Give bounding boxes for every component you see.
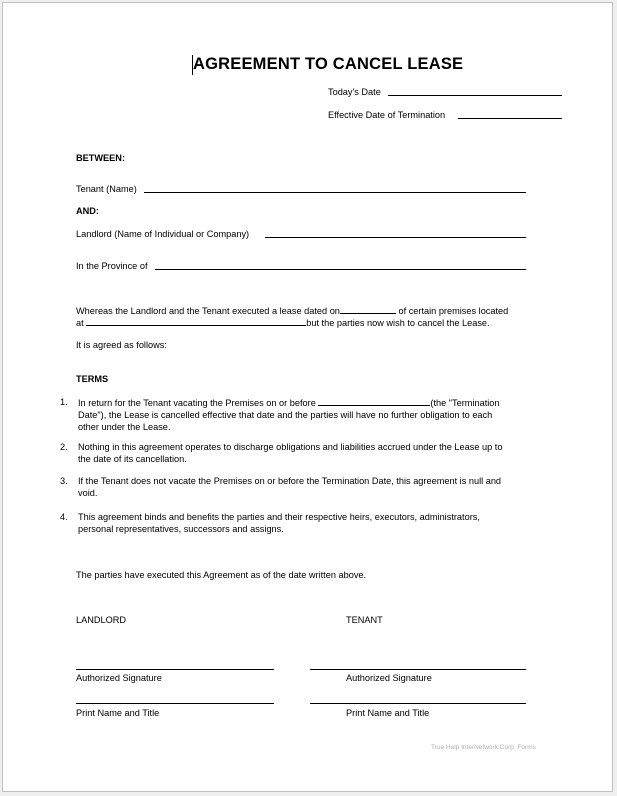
term-4-line-1: This agreement binds and benefits the parties and their respective heirs, executors, administrators, [78,512,480,522]
landlord-print-name-field[interactable] [76,703,274,704]
term-4-line-2: personal representatives, successors and assigns. [78,524,284,534]
whereas-text-2b: but the parties now wish to cancel the Lease. [306,318,490,328]
term-2-line-1: Nothing in this agreement operates to discharge obligations and liabilities accrued under the Lease up to [78,442,503,452]
executed-text: The parties have executed this Agreement as of the date written above. [76,570,367,580]
landlord-signature-label: Authorized Signature [76,673,162,683]
term-3 [78,475,548,499]
whereas-text-1a: Whereas the Landlord and the Tenant executed a lease dated on [76,306,340,316]
landlord-print-name-label: Print Name and Title [76,708,160,718]
tenant-print-name-field[interactable] [310,703,526,704]
lease-date-field[interactable] [340,304,396,314]
term-1-line-3: other under the Lease. [78,422,171,432]
term-2 [78,441,548,465]
tenant-print-name-label: Print Name and Title [346,708,430,718]
term-1-number: 1. [60,397,68,407]
tenant-signature-label: Authorized Signature [346,673,432,683]
termination-date-field[interactable] [318,396,430,406]
term-2-number: 2. [60,442,68,452]
between-label: BETWEEN: [76,153,125,163]
term-4 [78,511,548,535]
document-page [2,2,613,792]
and-label: AND: [76,206,99,216]
province-label: In the Province of [76,261,148,271]
term-4-number: 4. [60,512,68,522]
premises-location-field[interactable] [86,316,306,326]
whereas-text-1b: of certain premises located [398,306,509,316]
agreed-text: It is agreed as follows: [76,340,167,350]
term-1-text-b: (the "Termination [430,398,500,408]
whereas-text-2a: at [76,318,84,328]
province-field[interactable] [155,269,526,270]
landlord-name-label: Landlord (Name of Individual or Company) [76,229,250,239]
whereas-line-2 [76,316,490,329]
term-1-line-2: Date"), the Lease is cancelled effective that date and the parties will have no further obligation to each [78,410,493,420]
term-2-line-2: the date of its cancellation. [78,454,187,464]
todays-date-label: Today's Date [328,87,381,97]
tenant-signature-field[interactable] [310,669,526,670]
tenant-heading: TENANT [346,615,383,625]
effective-date-field[interactable] [458,118,562,119]
landlord-signature-field[interactable] [76,669,274,670]
term-3-line-1: If the Tenant does not vacate the Premises on or before the Termination Date, this agreement is null and [78,476,502,486]
term-1 [78,396,548,433]
terms-heading: TERMS [76,374,109,384]
footer-text: True Help InterNetwork Corp. Forms [431,744,536,751]
todays-date-field[interactable] [388,95,562,96]
term-3-line-2: void. [78,488,98,498]
effective-date-label: Effective Date of Termination [328,110,446,120]
document-title: AGREEMENT TO CANCEL LEASE [193,55,464,73]
tenant-name-label: Tenant (Name) [76,184,137,194]
term-1-text-a: In return for the Tenant vacating the Premises on or before [78,398,316,408]
term-3-number: 3. [60,476,68,486]
tenant-name-field[interactable] [144,192,526,193]
landlord-heading: LANDLORD [76,615,127,625]
landlord-name-field[interactable] [265,237,526,238]
